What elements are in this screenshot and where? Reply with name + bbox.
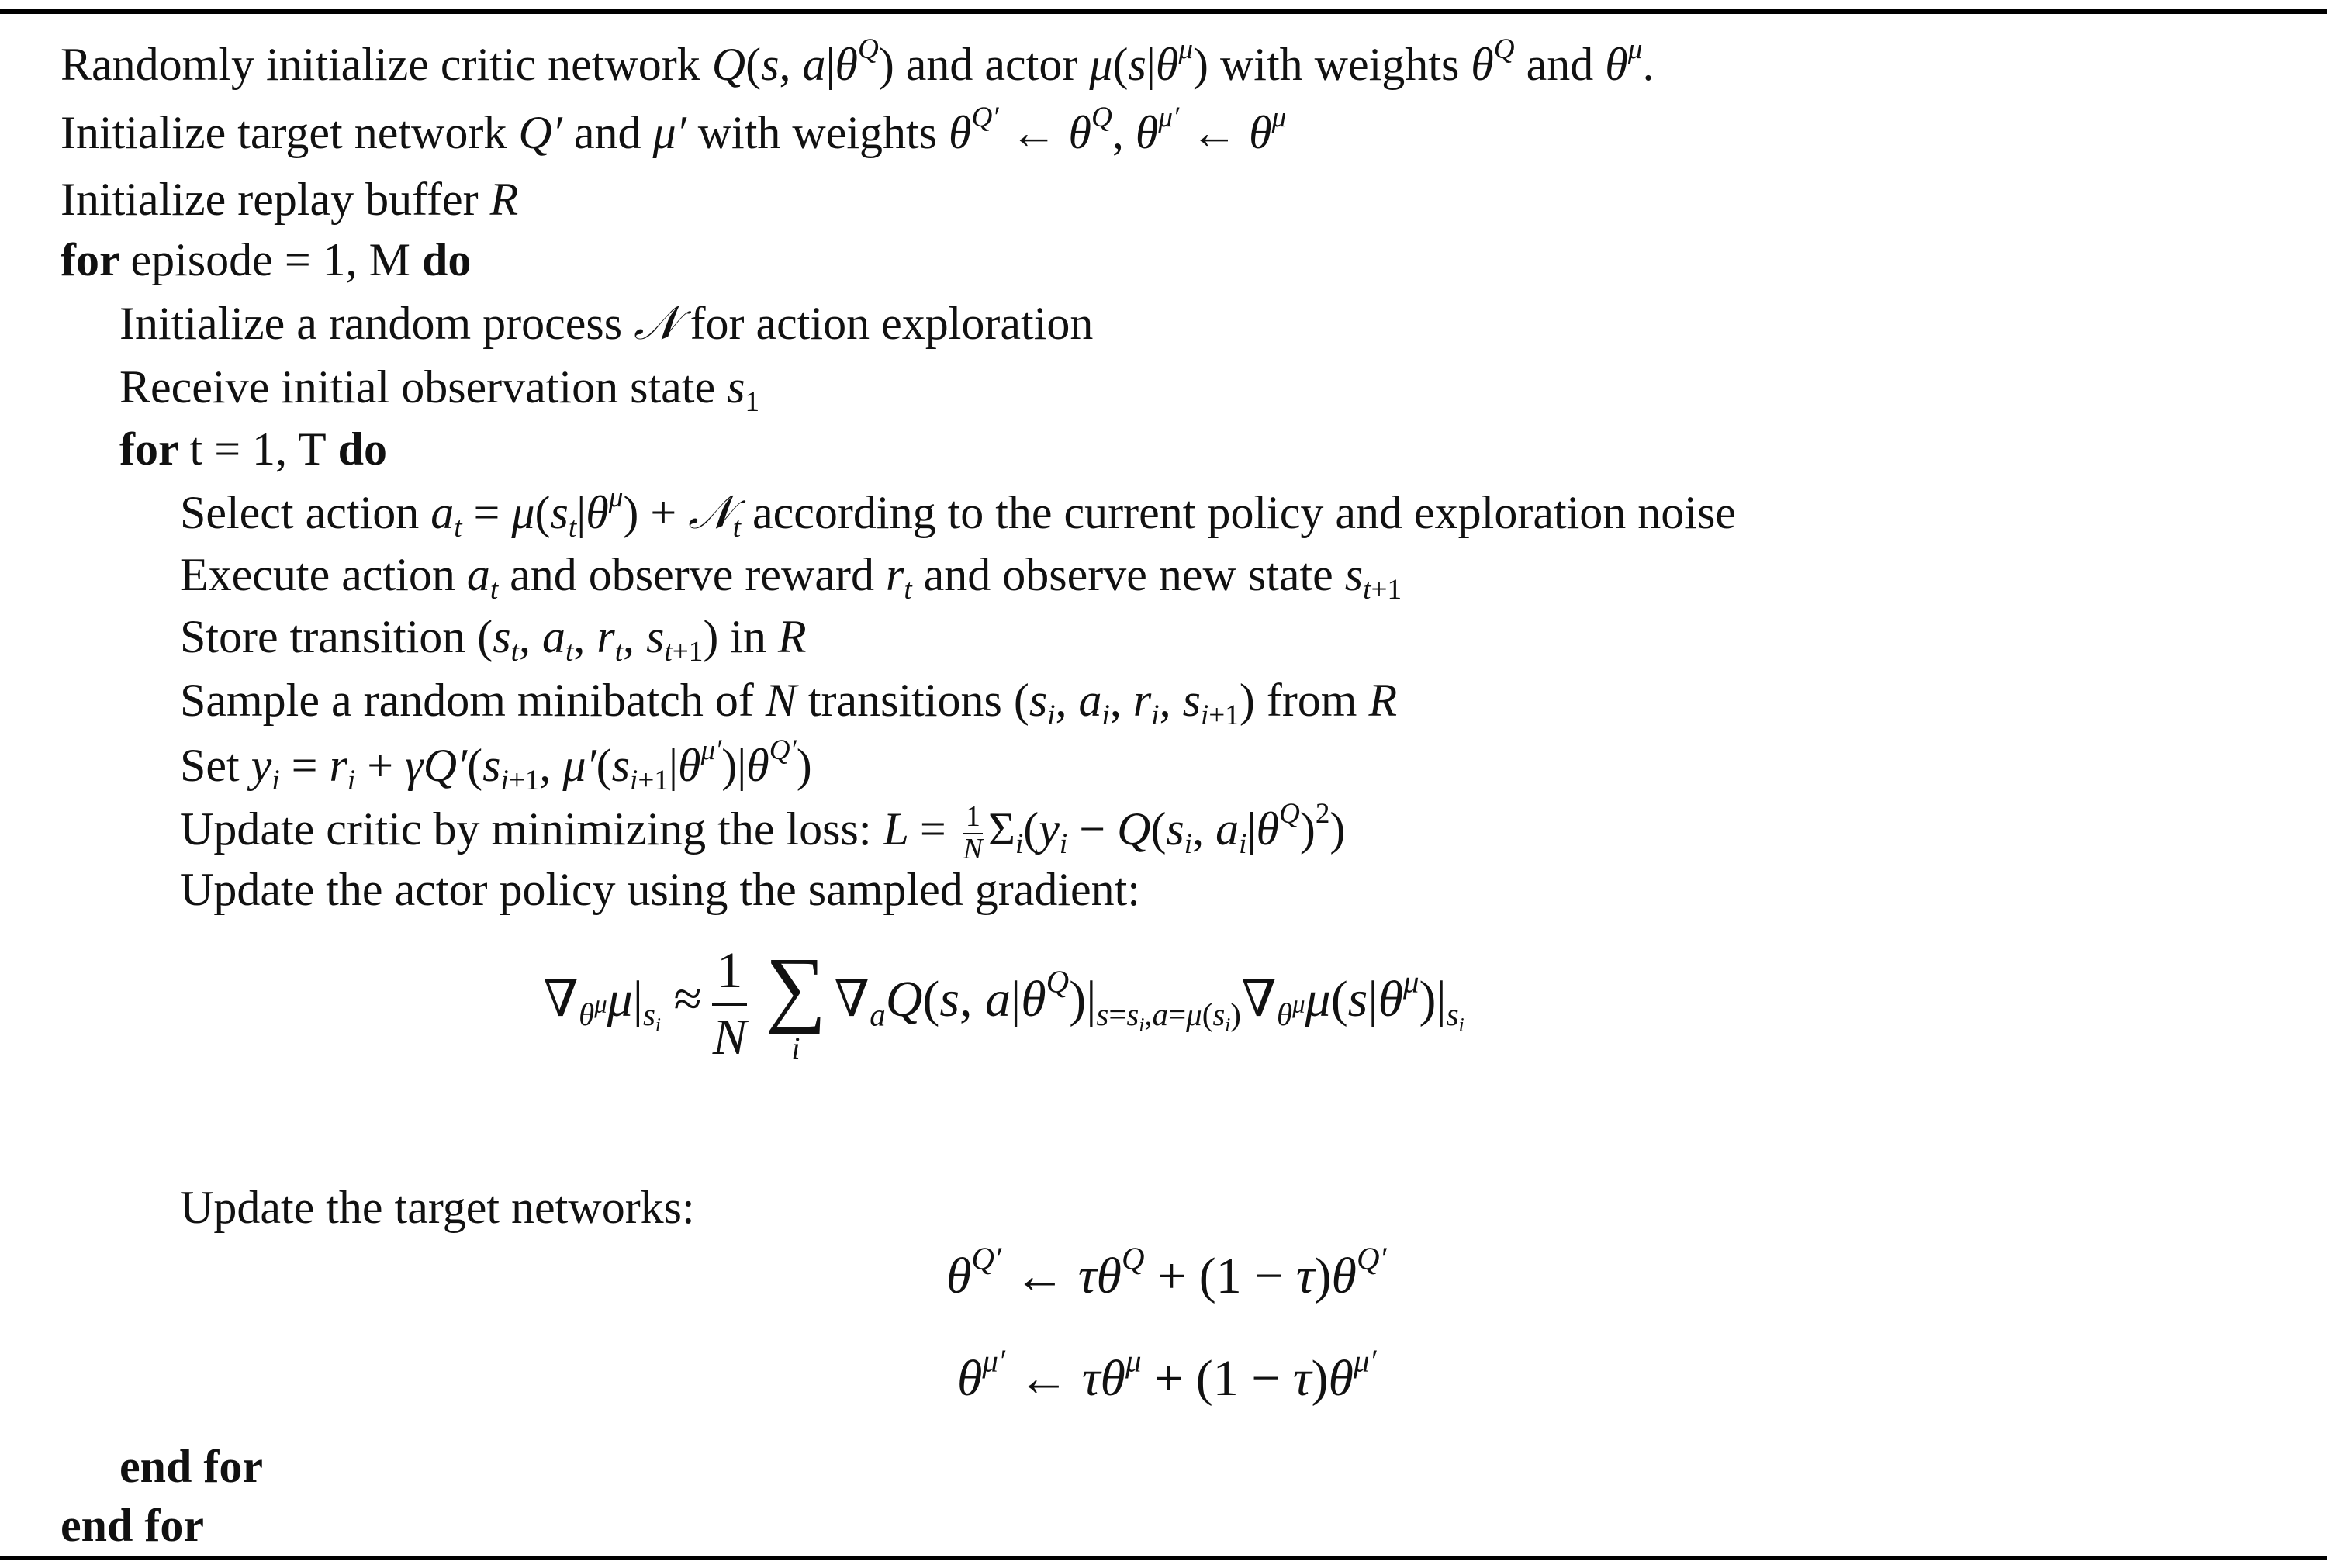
text-segment: in [718, 611, 778, 662]
math-target-weights: $\theta^{Q'}$ ← $\theta^Q$, $\theta^{\mu'}$ ← $\theta^\mu$ [949, 102, 1287, 158]
text-segment: from [1254, 675, 1369, 726]
text-segment: Randomly initialize critic network [61, 39, 712, 90]
equation-policy-gradient: $\nabla_{\theta^\mu}\mu|_{s_i}$ ≈ $\frac{1}{N}$ ∑ i $\nabla_aQ(s$, $a|\theta^Q)|_{s=s_i,a=\mu(s_i)}\nabla_{\theta^\mu}\mu(s|\theta^\mu)|_{s_i}$ [543, 940, 1464, 1065]
line-receive-state [119, 360, 760, 419]
math-q-prime: Q′ [518, 107, 562, 158]
text-segment: Receive initial observation state [119, 361, 728, 413]
math-mu-prime: μ′ [652, 107, 686, 158]
line-execute-action [180, 547, 1402, 606]
text-segment: and observe reward [498, 549, 886, 600]
keyword-end-for: end for [61, 1500, 204, 1551]
math-s1: $s_1$ [727, 361, 760, 419]
line-select-action [180, 482, 1736, 544]
math-rt: $r_t$ [885, 549, 912, 606]
text-segment: Initialize target network [61, 107, 519, 158]
line-init-noise [119, 296, 1093, 351]
math-at: $a_t$ [466, 549, 499, 606]
text-segment: according to the current policy and exploration noise [741, 487, 1736, 538]
math-critic: Q(s, $a|\theta^Q$) [711, 33, 894, 90]
text-segment: and observe new state [911, 549, 1345, 600]
math-r: R [489, 174, 519, 225]
text-segment: for action exploration [678, 298, 1094, 349]
keyword-for: for [61, 234, 119, 285]
loop-range: episode = 1, M [130, 234, 410, 285]
text-segment: Sample a random minibatch of [180, 675, 766, 726]
text-segment: Update the target networks: [180, 1182, 695, 1233]
line-set-target [180, 734, 812, 797]
text-segment: with weights [1208, 39, 1471, 90]
text-segment: and [562, 107, 653, 158]
text-segment: Initialize replay buffer [61, 174, 490, 225]
text-segment: with weights [686, 107, 949, 158]
text-segment: transitions [796, 675, 1014, 726]
text-segment: and [1514, 39, 1606, 90]
text-segment: Store transition [180, 611, 478, 662]
equation-soft-update-q: $\theta^{Q'}$ ← $\tau\theta^Q + (1 - \tau)\theta^{Q'}$ [946, 1241, 1387, 1304]
line-init-buffer [61, 172, 518, 226]
math-target-y: $y_i = r_i + \gamma Q'(s_{i+1}$, $\mu'(s_{i+1}|\theta^{\mu'})|\theta^{Q'}$) [251, 734, 812, 797]
keyword-for: for [119, 423, 178, 475]
line-store-transition [180, 610, 807, 668]
line-for-episode [61, 233, 471, 287]
math-s-next: $s_{t+1}$ [1344, 549, 1402, 606]
text-segment: Set [180, 740, 251, 791]
math-actor: $\mu(s|\theta^\mu)$ [1089, 33, 1208, 90]
math-transition: ($s_t$, $a_t$, $r_t$, $s_{t+1}$) [477, 611, 719, 668]
inline-fraction: $\frac{1}{N}$ [963, 800, 984, 866]
loop-range: t = 1, T [189, 423, 327, 475]
line-end-for-outer [61, 1498, 204, 1552]
text-segment: Initialize a random process [119, 298, 634, 349]
bottom-rule [0, 1556, 2327, 1560]
summation: ∑ i [765, 940, 827, 1065]
text-segment: and actor [894, 39, 1090, 90]
keyword-end-for: end for [119, 1441, 263, 1492]
math-n: N [765, 675, 797, 726]
math-loss: L = $\frac{1}{N}$ $\Sigma_i(y_i - Q(s_i$, $a_i|\theta^Q)^2$) [883, 798, 1346, 866]
math-action-select: $a_t = \mu(s_t|\theta^\mu)$ + 𝒩$_t$ [430, 482, 742, 544]
fraction-1-over-n: $\frac{1}{N}$ [712, 942, 747, 1065]
keyword-do: do [337, 423, 387, 475]
line-sample-minibatch [180, 673, 1398, 732]
keyword-do: do [422, 234, 472, 285]
line-init-critic-actor: Randomly initialize critic network Q(s, $a|\theta^Q$) and actor $\mu(s|\theta^\mu)$ with weights $\theta^Q$ and $\theta^\mu$. [61, 33, 1654, 90]
equation-soft-update-mu: $\theta^{\mu'}$ ← $\tau\theta^\mu + (1 - \tau)\theta^{\mu'}$ [957, 1343, 1377, 1407]
math-theta-q: $\theta^Q$ [1471, 33, 1515, 90]
line-for-t [119, 422, 387, 476]
text-segment: Update the actor policy using the sampled gradient: [180, 864, 1140, 915]
line-update-targets [180, 1180, 695, 1235]
text-segment: Execute action [180, 549, 467, 600]
math-r: R [777, 611, 807, 662]
top-rule [0, 9, 2327, 14]
line-update-actor [180, 862, 1140, 917]
line-init-target [61, 102, 1287, 160]
math-noise: 𝒩 [634, 296, 679, 351]
text-segment: Update critic by minimizing the loss: [180, 803, 883, 855]
math-sampled-transition: ($s_i$, $a_i$, $r_i$, $s_{i+1}$) [1013, 675, 1255, 732]
line-update-critic [180, 798, 1346, 866]
math-r: R [1368, 675, 1398, 726]
math-theta-mu: $\theta^\mu$ [1605, 33, 1643, 90]
line-end-for-inner [119, 1439, 263, 1494]
text-segment: Select action [180, 487, 431, 538]
